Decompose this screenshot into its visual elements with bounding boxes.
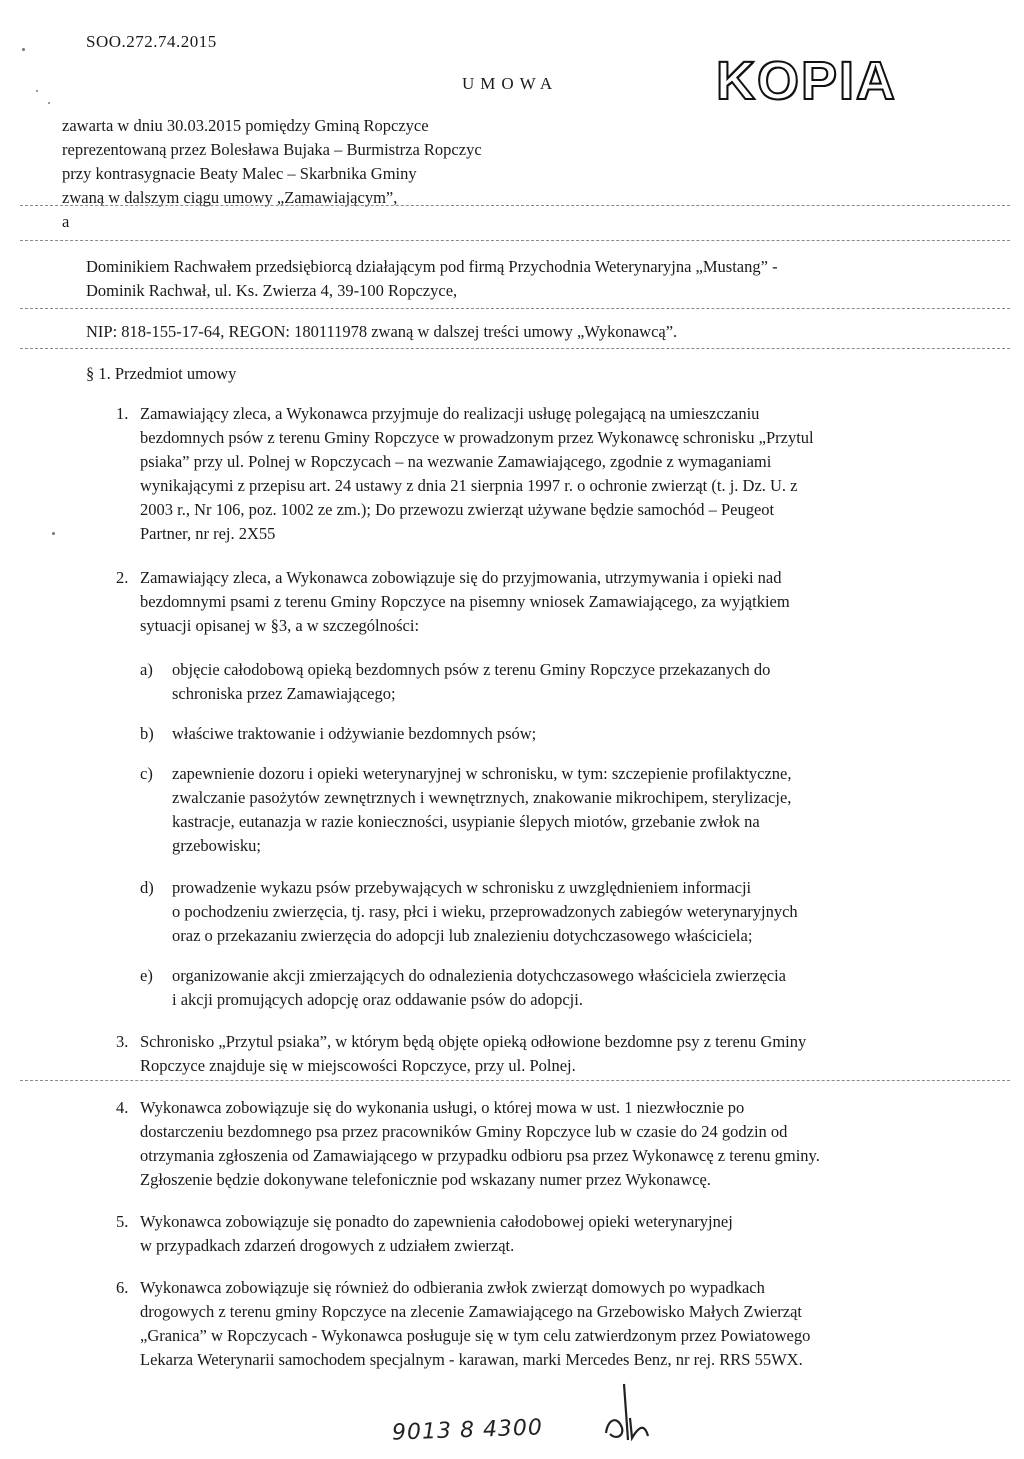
- item-line: „Granica” w Ropczycach - Wykonawca posługuje się w tym celu zatwierdzonym przez Powiatowego: [140, 1326, 811, 1345]
- scan-rule-line: [20, 240, 1010, 241]
- item-line: wynikającymi z przepisu art. 24 ustawy z dnia 21 sierpnia 1997 r. o ochronie zwierząt (t. j. Dz. U. z: [140, 476, 798, 495]
- intro-conjunction: a: [62, 212, 70, 231]
- subitem-line: zwalczanie pasożytów zewnętrznych i wewnętrznych, znakowanie mikrochipem, sterylizacje,: [172, 788, 792, 807]
- handwritten-number: 9013 8 4300: [391, 1415, 544, 1446]
- item-line: otrzymania zgłoszenia od Zamawiającego w przypadku odbioru psa przez Wykonawcę z terenu gminy.: [140, 1146, 820, 1165]
- item-number: 5.: [116, 1212, 129, 1231]
- scan-speck: [52, 532, 55, 535]
- subitem-line: oraz o przekazaniu zwierzęcia do adopcji lub znalezieniu dotychczasowego właściciela;: [172, 926, 753, 945]
- copy-stamp: KOPIA: [716, 51, 898, 111]
- subitem-letter: e): [140, 966, 153, 985]
- item-line: bezdomnych psów z terenu Gminy Ropczyce w prowadzonym przez Wykonawcę schronisku „Przytul: [140, 428, 814, 447]
- item-line: Lekarza Weterynarii samochodem specjalnym - karawan, marki Mercedes Benz, nr rej. RRS 55WX.: [140, 1350, 803, 1369]
- subitem-line: o pochodzeniu zwierzęcia, tj. rasy, płci i wieku, przeprowadzonych zabiegów weterynaryjnych: [172, 902, 798, 921]
- item-line: Zamawiający zleca, a Wykonawca zobowiązuje się do przyjmowania, utrzymywania i opieki nad: [140, 568, 782, 587]
- intro-line: zawarta w dniu 30.03.2015 pomiędzy Gminą Ropczyce: [62, 116, 429, 135]
- document-title: UMOWA: [462, 74, 559, 93]
- item-number: 4.: [116, 1098, 129, 1117]
- contractor-line: Dominikiem Rachwałem przedsiębiorcą działającym pod firmą Przychodnia Weterynaryjna „Mustang” -: [86, 257, 778, 276]
- item-number: 6.: [116, 1278, 129, 1297]
- scan-speck: [36, 90, 38, 92]
- scan-rule-line: [20, 1080, 1010, 1081]
- item-line: Zgłoszenie będzie dokonywane telefonicznie pod wskazany numer przez Wykonawcę.: [140, 1170, 711, 1189]
- scan-speck: [22, 48, 25, 51]
- item-line: Wykonawca zobowiązuje się również do odbierania zwłok zwierząt domowych po wypadkach: [140, 1278, 765, 1297]
- item-line: Wykonawca zobowiązuje się ponadto do zapewnienia całodobowej opieki weterynaryjnej: [140, 1212, 733, 1231]
- document-reference-number: SOO.272.74.2015: [86, 32, 217, 51]
- item-line: bezdomnymi psami z terenu Gminy Ropczyce na pisemny wniosek Zamawiającego, za wyjątkiem: [140, 592, 790, 611]
- subitem-line: schroniska przez Zamawiającego;: [172, 684, 396, 703]
- item-line: Ropczyce znajduje się w miejscowości Ropczyce, przy ul. Polnej.: [140, 1056, 576, 1075]
- scan-rule-line: [20, 308, 1010, 309]
- item-line: Partner, nr rej. 2X55: [140, 524, 276, 543]
- item-line: psiaka” przy ul. Polnej w Ropczycach – na wezwanie Zamawiającego, zgodnie z wymaganiami: [140, 452, 772, 471]
- item-line: w przypadkach zdarzeń drogowych z udziałem zwierząt.: [140, 1236, 515, 1255]
- handwritten-initials-mark: [598, 1378, 668, 1448]
- subitem-letter: a): [140, 660, 153, 679]
- item-number: 3.: [116, 1032, 129, 1051]
- intro-line: przy kontrasygnacie Beaty Malec – Skarbnika Gminy: [62, 164, 417, 183]
- subitem-line: i akcji promujących adopcję oraz oddawanie psów do adopcji.: [172, 990, 583, 1009]
- subitem-line: zapewnienie dozoru i opieki weterynaryjnej w schronisku, w tym: szczepienie profilaktyczne,: [172, 764, 792, 783]
- subitem-letter: c): [140, 764, 153, 783]
- section-title: § 1. Przedmiot umowy: [86, 364, 237, 383]
- item-line: drogowych z terenu gminy Ropczyce na zlecenie Zamawiającego na Grzebowisko Małych Zwierząt: [140, 1302, 803, 1321]
- item-line: 2003 r., Nr 106, poz. 1002 ze zm.); Do przewozu zwierząt używane będzie samochód – Peugeot: [140, 500, 775, 519]
- intro-line: reprezentowaną przez Bolesława Bujaka – Burmistrza Ropczyc: [62, 140, 482, 159]
- subitem-letter: d): [140, 878, 154, 897]
- scan-rule-line: [20, 348, 1010, 349]
- subitem-line: kastracje, eutanazja w razie konieczności, usypianie ślepych miotów, grzebanie zwłok na: [172, 812, 760, 831]
- item-number: 1.: [116, 404, 129, 423]
- item-line: Zamawiający zleca, a Wykonawca przyjmuje do realizacji usługę polegającą na umieszczaniu: [140, 404, 760, 423]
- item-number: 2.: [116, 568, 129, 587]
- item-line: Schronisko „Przytul psiaka”, w którym będą objęte opieką odłowione bezdomne psy z terenu Gminy: [140, 1032, 807, 1051]
- scan-speck: [48, 102, 50, 104]
- subitem-line: organizowanie akcji zmierzających do odnalezienia dotychczasowego właściciela zwierzęcia: [172, 966, 786, 985]
- nip-regon-line: NIP: 818-155-17-64, REGON: 180111978 zwaną w dalszej treści umowy „Wykonawcą”.: [86, 322, 678, 341]
- subitem-letter: b): [140, 724, 154, 743]
- intro-line: zwaną w dalszym ciągu umowy „Zamawiającym”,: [62, 188, 398, 207]
- scan-rule-line: [20, 205, 1010, 206]
- item-line: Wykonawca zobowiązuje się do wykonania usługi, o której mowa w ust. 1 niezwłocznie po: [140, 1098, 745, 1117]
- item-line: sytuacji opisanej w §3, a w szczególności:: [140, 616, 420, 635]
- item-line: dostarczeniu bezdomnego psa przez pracowników Gminy Ropczyce lub w czasie do 24 godzin od: [140, 1122, 788, 1141]
- contractor-line: Dominik Rachwał, ul. Ks. Zwierza 4, 39-100 Ropczyce,: [86, 281, 458, 300]
- subitem-line: prowadzenie wykazu psów przebywających w schronisku z uwzględnieniem informacji: [172, 878, 752, 897]
- subitem-line: objęcie całodobową opieką bezdomnych psów z terenu Gminy Ropczyce przekazanych do: [172, 660, 771, 679]
- subitem-line: grzebowisku;: [172, 836, 261, 855]
- subitem-line: właściwe traktowanie i odżywianie bezdomnych psów;: [172, 724, 537, 743]
